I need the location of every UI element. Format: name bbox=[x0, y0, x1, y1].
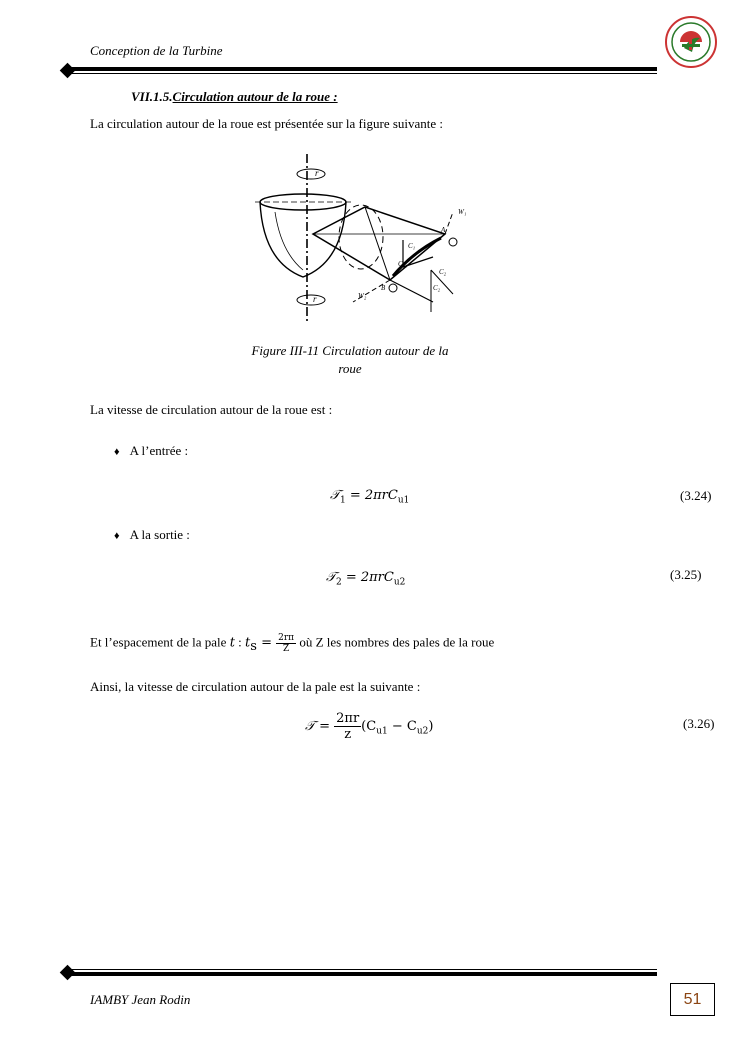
figure-label-omega-bottom: r bbox=[313, 294, 317, 304]
spacing-ts-sub: s bbox=[250, 639, 257, 655]
section-heading: Circulation autour de la roue : bbox=[172, 89, 338, 104]
figure-label-a: A bbox=[441, 226, 446, 234]
eq-lhs-sub: 2 bbox=[335, 577, 342, 588]
intro-paragraph: La circulation autour de la roue est présentée sur la figure suivante : bbox=[90, 116, 444, 131]
final-frac-den: z bbox=[344, 727, 352, 742]
equation-3-25 bbox=[326, 570, 405, 588]
figure-label-cu1: Cᵤ₁ bbox=[398, 260, 408, 268]
caption-line-1: Figure III-11 Circulation autour de la bbox=[251, 343, 449, 358]
spacing-frac-den: Z bbox=[282, 644, 290, 654]
velocity-intro: La vitesse de circulation autour de la roue est : bbox=[90, 402, 333, 417]
final-eq-minus: − C bbox=[387, 719, 417, 734]
figure-label-omega-top: r bbox=[315, 168, 319, 178]
page-number: 51 bbox=[670, 983, 715, 1016]
equation-number-3-26: (3.26) bbox=[683, 716, 715, 731]
eq-lhs-sub: 1 bbox=[339, 495, 346, 506]
diamond-bullet-icon: ♦ bbox=[114, 446, 120, 458]
bullet-entry bbox=[114, 443, 188, 459]
spacing-ts: t bbox=[245, 635, 251, 651]
bullet-exit bbox=[114, 527, 190, 543]
final-eq-sub1: u1 bbox=[376, 726, 388, 737]
eq-rhs-sub: u2 bbox=[393, 577, 406, 588]
equation-number-3-24: (3.24) bbox=[680, 488, 712, 503]
spacing-text-after: où Z les nombres des pales de la roue bbox=[299, 634, 495, 650]
bullet-exit-label: A la sortie : bbox=[129, 527, 190, 542]
footer-rule bbox=[62, 966, 657, 978]
equation-3-24 bbox=[330, 488, 409, 506]
spacing-fraction bbox=[276, 633, 296, 654]
footer-author: IAMBY Jean Rodin bbox=[90, 992, 191, 1007]
circulation-figure bbox=[253, 152, 467, 324]
figure-label-c2: C₂ bbox=[439, 268, 447, 276]
figure-label-c2b: C₂ bbox=[433, 284, 441, 292]
eq-rhs-sub: u1 bbox=[397, 495, 410, 506]
header-title: Conception de la Turbine bbox=[90, 43, 223, 58]
final-frac-num: 2πr bbox=[336, 711, 360, 726]
spacing-paragraph bbox=[90, 633, 494, 654]
equation-3-26 bbox=[305, 711, 433, 742]
figure-caption bbox=[230, 342, 470, 378]
eq-rhs: = 2πrC bbox=[345, 570, 394, 585]
spacing-var: t bbox=[229, 635, 235, 651]
final-eq-sub2: u2 bbox=[416, 726, 429, 737]
university-logo bbox=[660, 14, 722, 70]
section-title bbox=[131, 89, 338, 105]
equation-number-3-25: (3.25) bbox=[670, 567, 702, 582]
eq-lhs: 𝒯 bbox=[326, 570, 336, 585]
eq-rhs: = 2πrC bbox=[349, 488, 398, 503]
caption-line-2: roue bbox=[338, 361, 362, 376]
eq-lhs: 𝒯 bbox=[330, 488, 340, 503]
spacing-text-before: Et l’espacement de la pale bbox=[90, 634, 230, 650]
diamond-bullet-icon: ♦ bbox=[114, 530, 120, 542]
circulation-intro: Ainsi, la vitesse de circulation autour de la pale est la suivante : bbox=[90, 679, 421, 694]
final-eq-open: (C bbox=[361, 719, 377, 734]
final-eq-close: ) bbox=[428, 719, 434, 734]
figure-label-w1: W₁ bbox=[458, 208, 467, 216]
spacing-eq: = bbox=[256, 635, 277, 651]
figure-label-w2: W₂ bbox=[358, 292, 367, 300]
spacing-colon: : bbox=[234, 634, 246, 650]
header-rule bbox=[62, 64, 657, 76]
spacing-frac-num: 2rπ bbox=[278, 633, 295, 643]
final-eq-fraction bbox=[334, 711, 361, 742]
section-number: VII.1.5. bbox=[131, 89, 173, 104]
bullet-entry-label: A l’entrée : bbox=[129, 443, 189, 458]
figure-label-b: B bbox=[381, 284, 386, 292]
figure-label-c1: C₁ bbox=[408, 242, 416, 250]
final-eq-lhs: 𝒯 = bbox=[305, 719, 330, 734]
